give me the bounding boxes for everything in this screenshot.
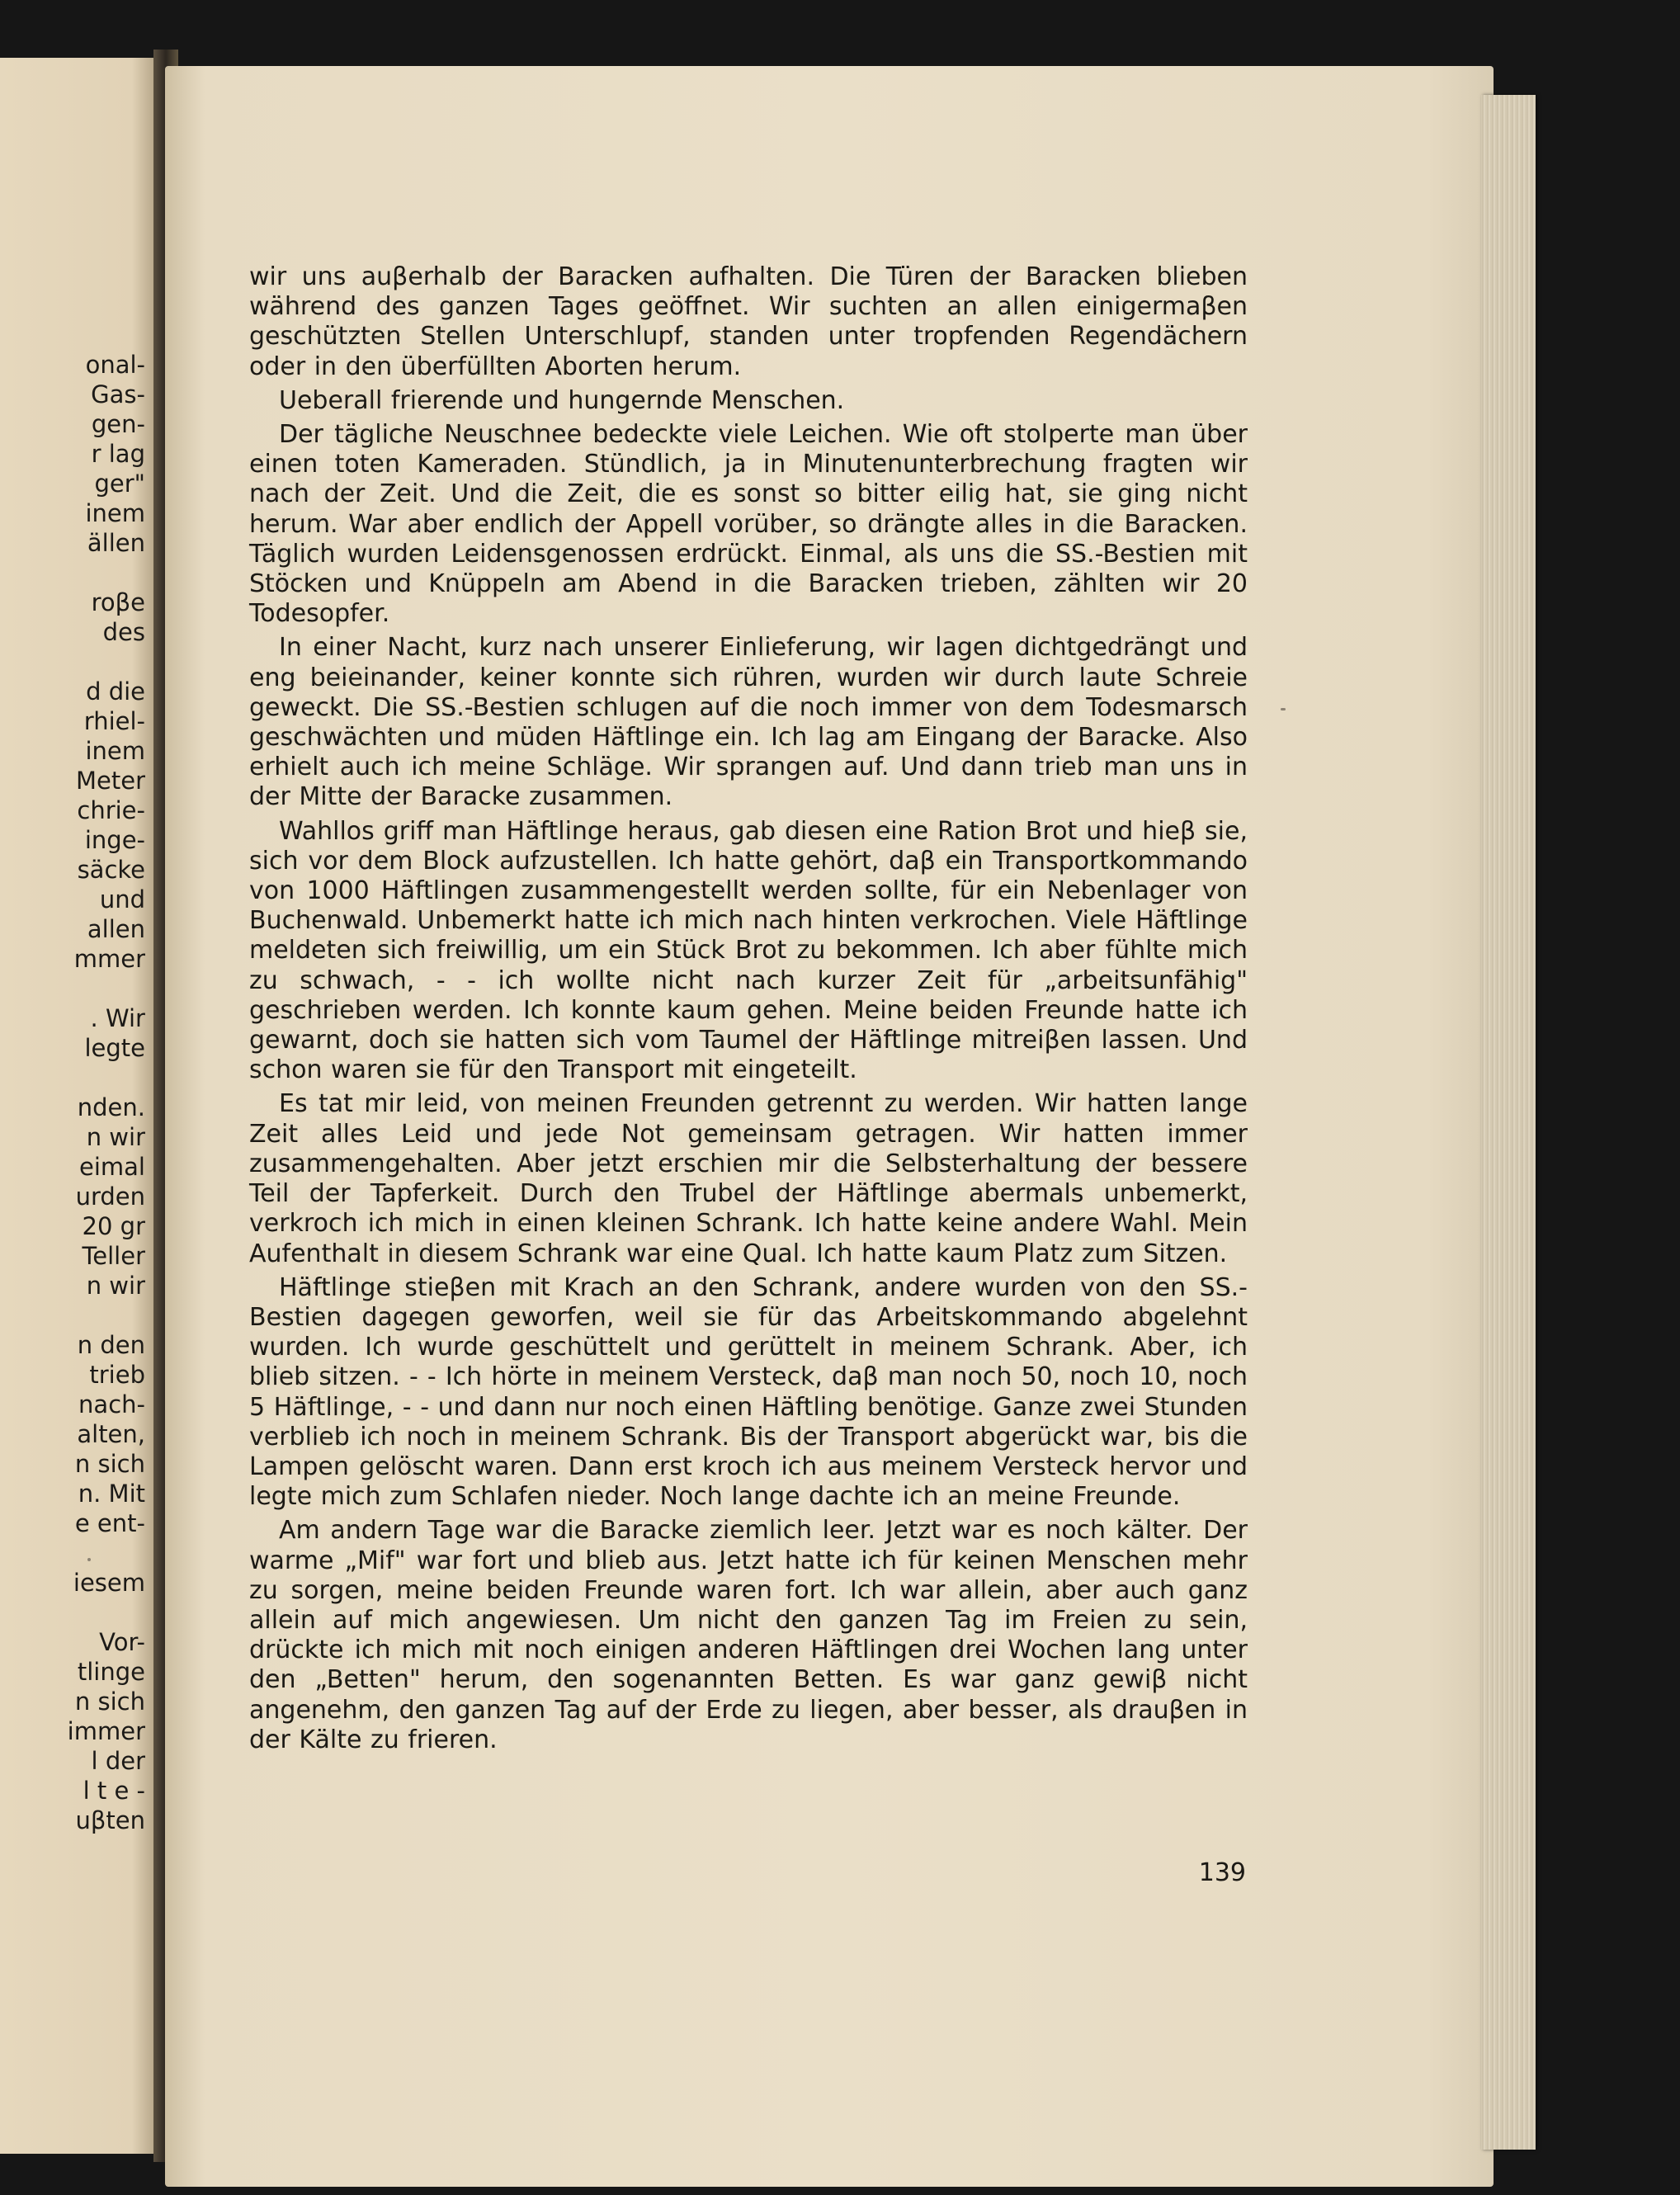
left-page-fragment-line: iesem: [73, 1569, 145, 1597]
left-page-fragment-line: Gas-: [91, 380, 145, 408]
left-page-fragment-line: [0, 1063, 145, 1093]
left-page-fragment-line: urden: [75, 1182, 145, 1211]
left-page-fragment-line: Meter: [76, 767, 145, 795]
left-page-fragment-line: r lag: [91, 440, 145, 468]
left-page-fragment-line: n den: [77, 1331, 145, 1359]
paragraph: Wahllos griff man Häftlinge heraus, gab diesen eine Ration Brot und hieβ sie, sich vor dem Block aufzustellen. Ich hatte gehört, daβ ein Transportkommando von 1000 Häftlingen zusammengestellt werden sollte, für ein Nebenlager von Buchenwald. Unbemerkt hatte ich mich nach hinten verkrochen. Viele Häftlinge meldeten sich freiwillig, um ein Stück Brot zu bekommen. Ich aber fühlte mich zu schwach, - - ich wollte nicht nach kurzer Zeit für „arbeitsunfähig" geschrieben werden. Ich konnte kaum gehen. Meine beiden Freunde hatte ich gewarnt, doch sie hatten sich vom Taumel der Häftlinge mitreiβen lassen. Und schon waren sie für den Transport mit eingeteilt.: [249, 816, 1248, 1085]
left-page-fragment-line: nden.: [77, 1093, 145, 1121]
left-page-fragment-line: ger": [94, 470, 145, 498]
paragraph: Der tägliche Neuschnee bedeckte viele Leichen. Wie oft stolperte man über einen toten Kameraden. Stündlich, ja in Minutenunterbrechung fragten wir nach der Zeit. Und die Zeit, die es sonst so bitter eilig hat, sie ging nicht herum. War aber endlich der Appell vorüber, so drängte alles in die Baracken. Täglich wurden Leidensgenossen erdrückt. Einmal, als uns die SS.-Bestien mit Stöcken und Knüppeln am Abend in die Baracken trieben, zählten wir 20 Todesopfer.: [249, 420, 1248, 629]
left-page-fragment-line: . Wir: [90, 1004, 145, 1032]
left-page-fragment-line: gen-: [91, 410, 145, 438]
left-page-fragment-line: eimal: [79, 1153, 145, 1181]
left-page-fragment-line: uβten: [75, 1806, 145, 1834]
page-edges: [1481, 95, 1536, 2150]
left-page-fragment-line: d die: [86, 677, 145, 706]
left-page-fragment-line: e ent-: [74, 1509, 145, 1537]
left-page-fragment-line: n sich: [74, 1688, 145, 1716]
left-page-fragment-line: roβe: [91, 588, 145, 616]
left-page-fragment-line: und: [99, 885, 145, 913]
paragraph: wir uns auβerhalb der Baracken aufhalten. Die Türen der Baracken blieben während des ganzen Tages geöffnet. Wir suchten an allen einigermaβen geschützten Stellen Unterschlupf, standen unter tropfenden Regendächern oder in den überfüllten Aborten herum.: [249, 262, 1248, 381]
left-page-fragment-line: n wir: [86, 1272, 145, 1300]
left-page-fragment-line: Teller: [82, 1242, 145, 1270]
left-page-fragment-line: trieb: [89, 1361, 145, 1389]
left-page-fragment-line: [0, 647, 145, 677]
left-page-fragment-line: [0, 974, 145, 1003]
left-page-fragment-line: chrie-: [77, 796, 145, 824]
left-page-fragment-line: legte: [84, 1034, 145, 1062]
paragraph: Am andern Tage war die Baracke ziemlich leer. Jetzt war es noch kälter. Der warme „Mif" war fort und blieb aus. Jetzt hatte ich für keinen Menschen mehr zu sorgen, meine beiden Freunde waren fort. Ich war allein, aber auch ganz allein auf mich angewiesen. Um nicht den ganzen Tag im Freien zu sein, drückte ich mich mit noch einigen anderen Häftlingen drei Wochen lang unter den „Betten" herum, den sogenannten Betten. Es war ganz gewiβ nicht angenehm, den ganzen Tag auf der Erde zu liegen, aber besser, als drauβen in der Kälte zu frieren.: [249, 1516, 1248, 1754]
paragraph: Häftlinge stieβen mit Krach an den Schrank, andere wurden von den SS.-Bestien dagegen geworfen, weil sie für das Arbeitskommando abgelehnt wurden. Ich wurde geschüttelt und gerüttelt in meinem Schrank. Aber, ich blieb sitzen. - - Ich hörte in meinem Versteck, daβ man noch 50, noch 10, noch 5 Häftlinge, - - und dann nur noch einen Häftling benötige. Ganze zwei Stunden verblieb ich noch in meinem Schrank. Bis der Transport abgerückt war, bis die Lampen gelöscht waren. Dann erst kroch ich aus meinem Versteck hervor und legte mich zum Schlafen nieder. Noch lange dachte ich an meine Freunde.: [249, 1272, 1248, 1512]
left-page-fragment-line: [0, 1598, 145, 1627]
left-page-text-fragments: [0, 350, 145, 1835]
left-page-fragment-line: inem: [85, 737, 145, 765]
left-page-fragment-line: onal-: [85, 351, 145, 379]
left-page-fragment-line: säcke: [77, 856, 145, 884]
left-page-fragment-line: 20 gr: [82, 1212, 145, 1240]
left-page-fragment-line: mmer: [73, 945, 145, 973]
left-page-fragment-line: rhiel-: [83, 707, 145, 735]
paragraph: In einer Nacht, kurz nach unserer Einlieferung, wir lagen dichtgedrängt und eng beieinander, keiner konnte sich rühren, wurden wir durch laute Schreie geweckt. Die SS.-Bestien schlugen auf die noch immer von dem Todesmarsch geschwächten und müden Häftlinge ein. Ich lag am Eingang der Baracke. Also erhielt auch ich meine Schläge. Wir sprangen auf. Und dann trieb man uns in der Mitte der Baracke zusammen.: [249, 633, 1248, 812]
page-number: 139: [1198, 1858, 1246, 1887]
paper-speck: [1281, 708, 1286, 710]
left-page-fragment-line: des: [102, 618, 145, 646]
left-page-fragment-line: Vor-: [99, 1628, 145, 1656]
left-page-fragment-line: inem: [85, 499, 145, 527]
left-page-fragment-line: alten,: [77, 1420, 145, 1448]
left-page-fragment-line: nach-: [78, 1390, 145, 1418]
paragraph: Ueberall frierende und hungernde Menschen.: [279, 385, 845, 415]
left-page-fragment-line: l der: [91, 1747, 145, 1775]
left-page-fragment-line: inge-: [84, 826, 145, 854]
left-page-fragment-line: [0, 1300, 145, 1330]
left-page-fragment-line: immer: [67, 1717, 145, 1745]
left-page-fragment-line: ällen: [87, 529, 145, 557]
left-page-fragment-line: [0, 558, 145, 588]
left-page-fragment-line: tlinge: [77, 1658, 145, 1686]
left-page-fragment-line: l t e -: [83, 1777, 145, 1805]
page-body-text: [249, 262, 1248, 1759]
left-page-fragment-line: n wir: [86, 1123, 145, 1151]
left-page-fragment-line: allen: [87, 915, 145, 943]
paragraph: Es tat mir leid, von meinen Freunden getrennt zu werden. Wir hatten lange Zeit alles Leid und jede Not gemeinsam getragen. Wir hatten immer zusammengehalten. Aber jetzt erschien mir die Selbsterhaltung der bessere Teil der Tapferkeit. Durch den Trubel der Häftlinge abermals unbemerkt, verkroch ich mich in einen kleinen Schrank. Ich hatte keine andere Wahl. Mein Aufenthalt in diesem Schrank war eine Qual. Ich hatte kaum Platz zum Sitzen.: [249, 1089, 1248, 1268]
left-page-fragment-line: n. Mit: [78, 1480, 145, 1508]
left-page-fragment-line: [0, 1538, 145, 1568]
left-page-fragment-line: n sich: [74, 1450, 145, 1478]
paper-speck: [87, 1558, 91, 1561]
